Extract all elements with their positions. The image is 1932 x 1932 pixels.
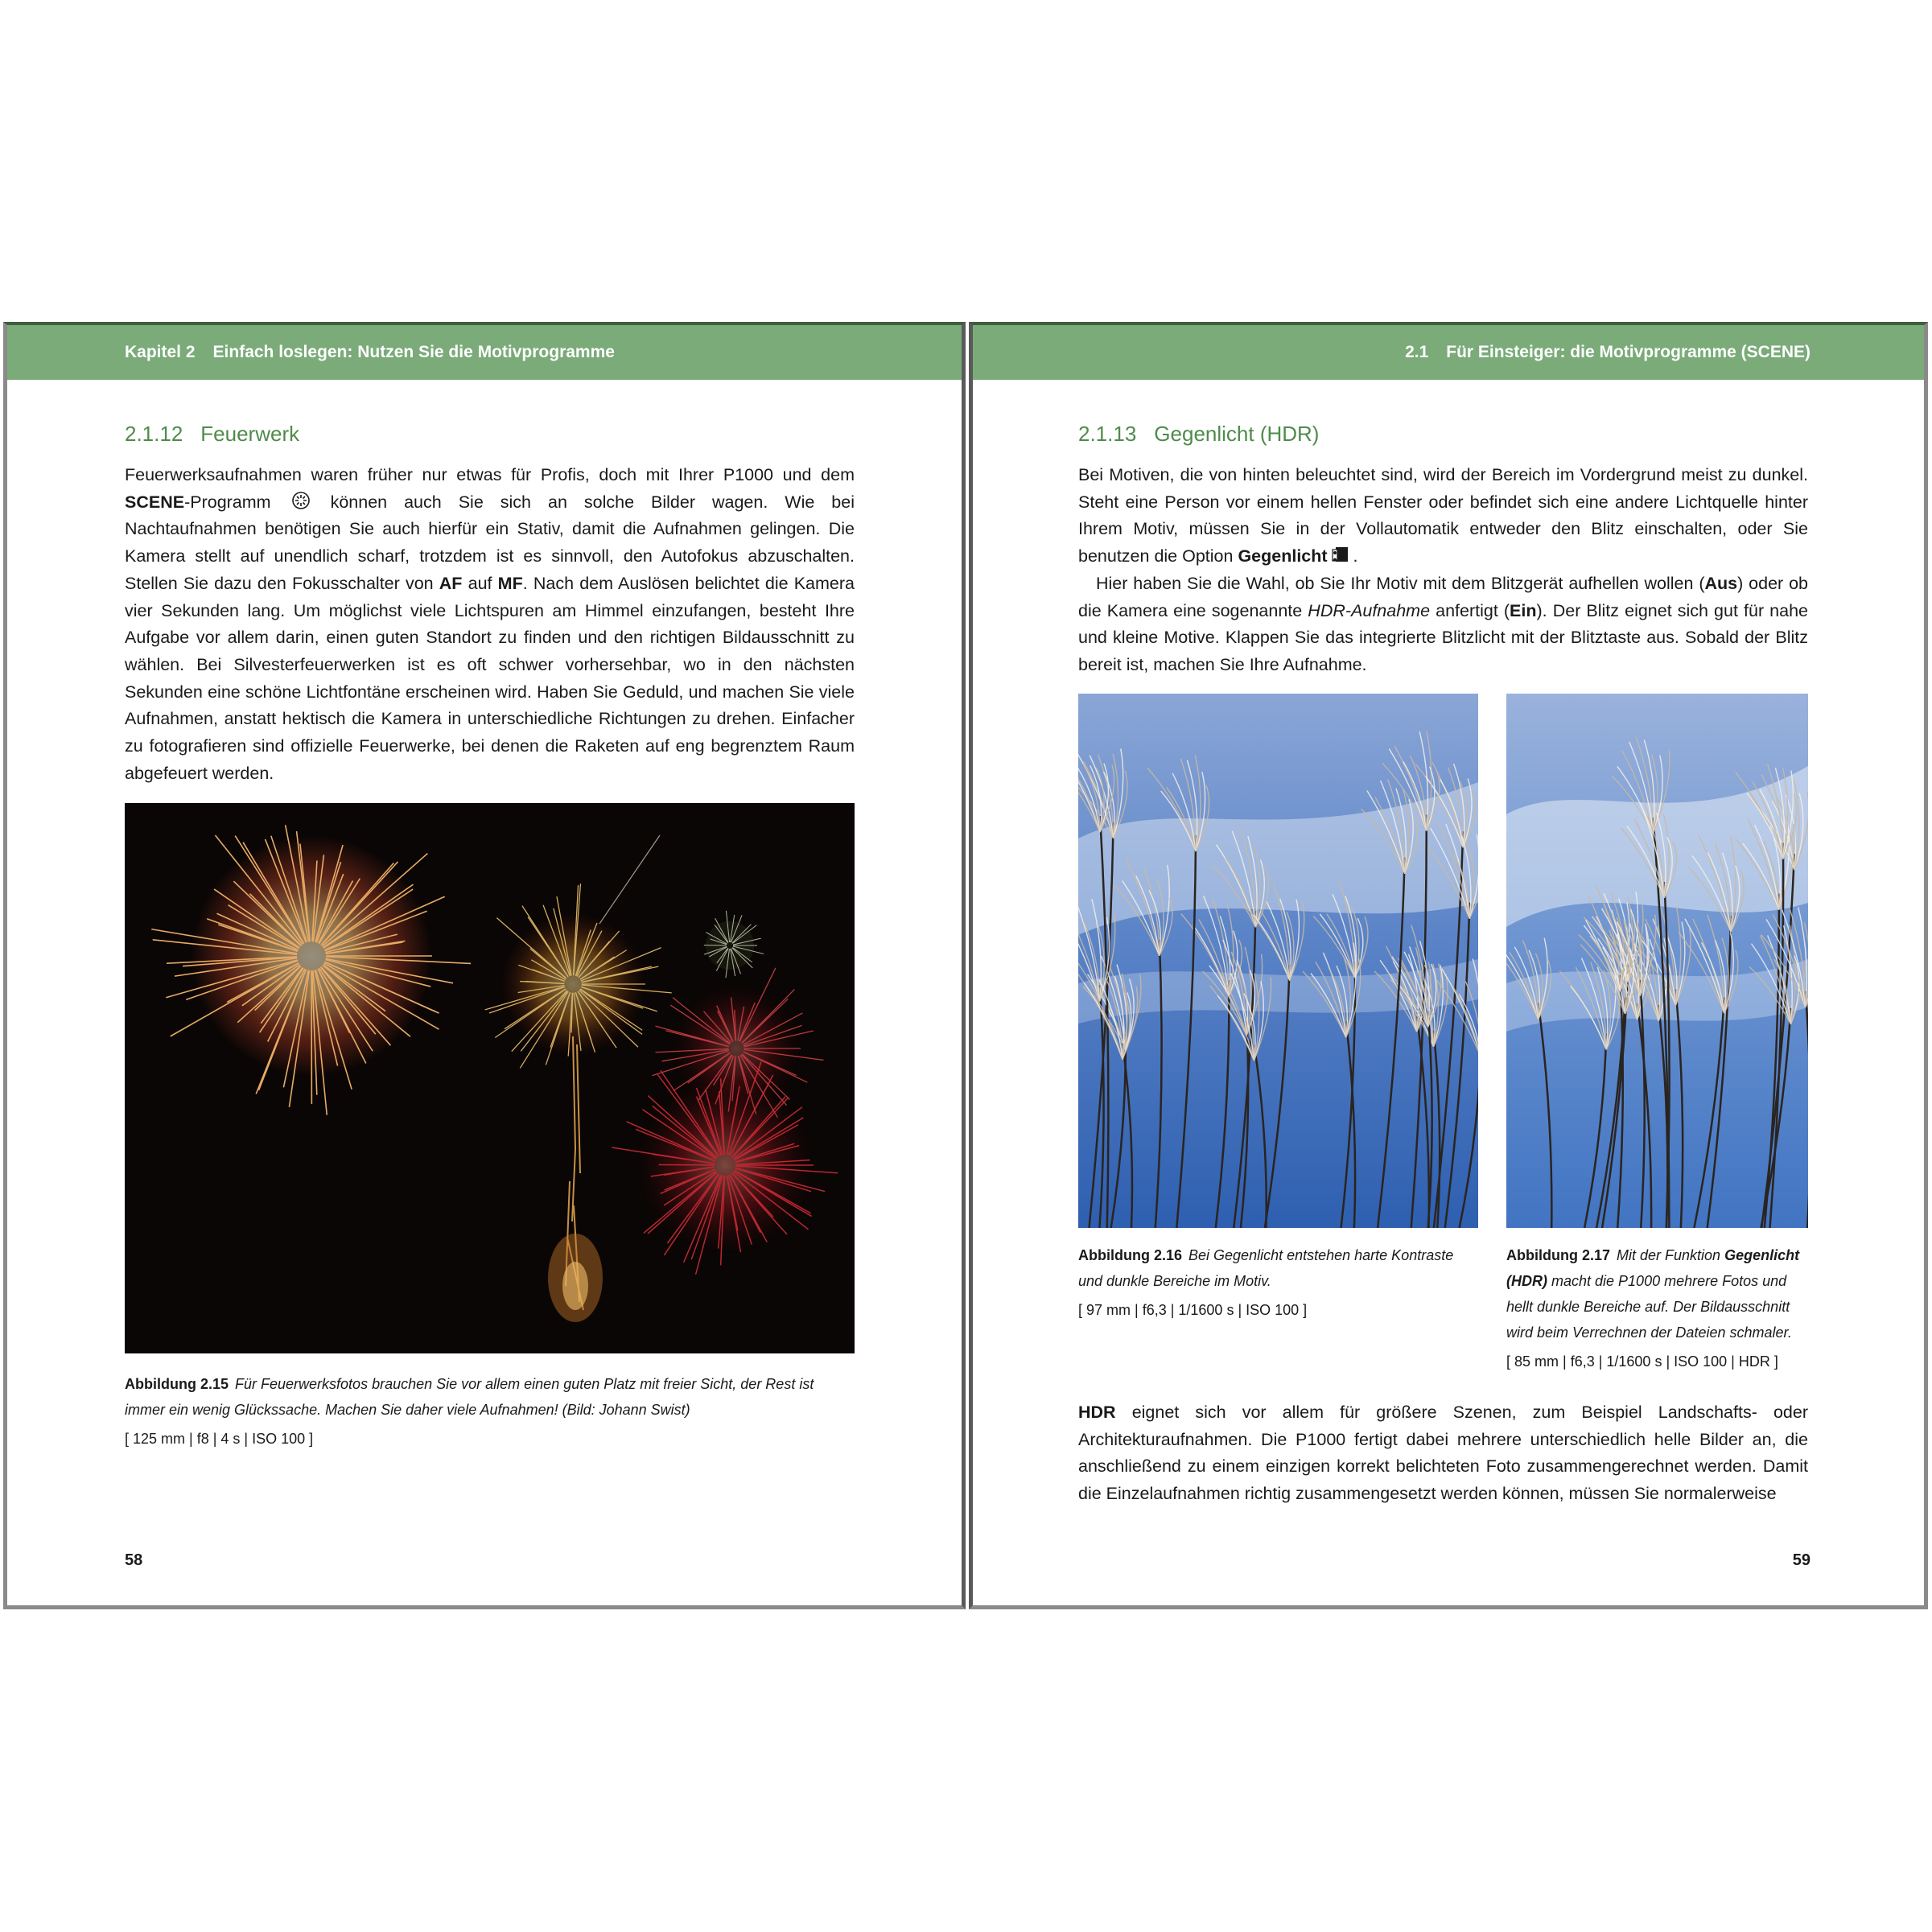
text-run-bold: Ein xyxy=(1510,600,1537,620)
backlight-icon xyxy=(1331,545,1350,564)
caption-figure-2-17 xyxy=(1506,1242,1808,1374)
text-run: Mit der Funktion xyxy=(1617,1247,1725,1263)
text-run: anfertigt ( xyxy=(1430,600,1510,620)
section-ref-title: Für Einsteiger: die Motivprogramme (SCENE) xyxy=(1446,343,1810,361)
figure-label: Abbildung 2.16 xyxy=(1078,1247,1183,1263)
text-run-bold: Aus xyxy=(1704,573,1738,593)
body-paragraph-feuerwerk xyxy=(125,462,855,787)
text-run: können auch Sie sich an solche Bilder wagen. Wie bei Nachtaufnahmen benötigen Sie auch hierfür ein Stativ, damit die Aufnahmen gelingen. Die Kamera stellt auf unendlich scharf, trotzdem ist es sinnvoll, den Autofokus abzuschalten. Stellen Sie dazu den Fokusschalter von xyxy=(125,492,855,593)
text-run: Bei Motiven, die von hinten beleuchtet sind, wird der Bereich im Vordergrund meist zu dunkel. Steht eine Person vor einem hellen Fenster oder befindet sich eine andere Lichtquelle hinter Ihrem Motiv, müssen Sie in der Vollautomatik entweder den Blitz einschalten, oder Sie benutzen die Option xyxy=(1078,465,1808,566)
text-run-italic: HDR-Aufnahme xyxy=(1308,600,1431,620)
figure-label: Abbildung 2.15 xyxy=(125,1376,229,1392)
caption-figure-2-16 xyxy=(1078,1242,1478,1323)
text-run-bold: SCENE xyxy=(125,492,185,512)
text-run: macht die P1000 mehrere Fotos und hellt dunkle Bereiche auf. Der Bildausschnitt wird beim Verrechnen der Dateien schmaler. xyxy=(1506,1273,1792,1341)
firework-burst-large xyxy=(151,825,471,1114)
body-paragraph-hdr xyxy=(1078,1399,1808,1508)
section-number: 2.1.12 xyxy=(125,422,183,446)
figure-caption-text: Bei Gegenlicht entstehen harte Kontraste und dunkle Bereiche im Motiv. xyxy=(1078,1247,1454,1289)
text-run: -Programm xyxy=(184,492,288,512)
text-run: Hier haben Sie die Wahl, ob Sie Ihr Motiv mit dem Blitzgerät aufhellen wollen ( xyxy=(1096,573,1705,593)
chapter-title: Einfach loslegen: Nutzen Sie die Motivprogramme xyxy=(212,343,615,361)
running-head-right xyxy=(973,325,1924,380)
text-run-bold: Gegenlicht xyxy=(1238,546,1328,566)
section-ref-number: 2.1 xyxy=(1405,343,1429,361)
figure-label: Abbildung 2.17 xyxy=(1506,1247,1611,1263)
fireworks-illustration xyxy=(125,803,855,1353)
section-heading-gegenlicht xyxy=(1078,422,1319,447)
right-page xyxy=(969,322,1928,1609)
firework-burst-red-lower xyxy=(612,1061,838,1274)
text-run: Feuerwerksaufnahmen waren früher nur etwas für Profis, doch mit Ihrer P1000 und dem xyxy=(125,465,855,484)
firework-ground-glow xyxy=(548,1234,603,1322)
running-head-left xyxy=(7,325,962,380)
text-run-bold: Gegenlicht (HDR) xyxy=(1506,1247,1800,1289)
left-page xyxy=(3,322,966,1609)
figure-fireworks-photo xyxy=(125,803,855,1353)
text-run: . xyxy=(1353,546,1358,566)
figure-grass-backlit-photo xyxy=(1078,694,1478,1228)
exif-data: [ 97 mm | f6,3 | 1/1600 s | ISO 100 ] xyxy=(1078,1302,1308,1318)
chapter-label: Kapitel 2 xyxy=(125,343,196,361)
figure-grass-hdr-photo xyxy=(1506,694,1808,1228)
grass-backlit-illustration xyxy=(1078,694,1478,1228)
text-run: ) oder ob die Kamera eine sogenannte xyxy=(1078,573,1808,620)
section-title: Gegenlicht (HDR) xyxy=(1154,422,1320,446)
exif-data: [ 125 mm | f8 | 4 s | ISO 100 ] xyxy=(125,1431,314,1447)
exif-data: [ 85 mm | f6,3 | 1/1600 s | ISO 100 | HDR ] xyxy=(1506,1353,1778,1370)
text-run: eignet sich vor allem für größere Szenen, zum Beispiel Landschafts- oder Architekturaufnahmen. Die P1000 fertigt dabei mehrere unterschiedlich helle Bilder an, die anschließend zu einem einzigen korrekt belichteten Foto zusammengerechnet werden. Damit die Einzelaufnahmen richtig zusammengesetzt werden können, müssen Sie normalerweise xyxy=(1078,1403,1808,1504)
text-run: ). Der Blitz eignet sich gut für nahe und kleine Motive. Klappen Sie das integrierte Blitzlicht mit der Blitztaste aus. Sobald der Blitz bereit ist, machen Sie Ihre Aufnahme. xyxy=(1078,600,1809,674)
section-title: Feuerwerk xyxy=(200,422,300,446)
firework-burst-medium xyxy=(485,884,672,1068)
text-run-bold: MF xyxy=(497,573,523,593)
grass-hdr-illustration xyxy=(1506,694,1808,1228)
fireworks-icon xyxy=(291,491,311,510)
caption-figure-2-15 xyxy=(125,1371,855,1452)
text-run: auf xyxy=(462,573,498,593)
page-number-left: 58 xyxy=(125,1551,143,1569)
paragraph-1 xyxy=(1078,462,1808,571)
firework-burst-small xyxy=(704,911,764,978)
text-run-bold: AF xyxy=(439,573,463,593)
body-paragraphs-gegenlicht xyxy=(1078,462,1808,679)
text-run: . Nach dem Auslösen belichtet die Kamera vier Sekunden lang. Um möglichst viele Lichtspuren am Himmel einzufangen, besteht Ihre Aufgabe vor allem darin, einen guten Standort zu finden und den richtigen Bildausschnitt zu wählen. Bei Silvesterfeuerwerken ist es oft schwer vorhersehbar, wo in den nächsten Sekunden eine schöne Lichtfontäne erscheinen wird. Haben Sie Geduld, und machen Sie viele Aufnahmen, anstatt hektisch die Kamera in unterschiedliche Richtungen zu drehen. Einfacher zu fotografieren sind offizielle Feuerwerke, bei denen die Raketen auf eng begrenztem Raum abgefeuert werden. xyxy=(125,573,855,783)
paragraph-2 xyxy=(1078,571,1808,679)
figure-caption-text: Für Feuerwerksfotos brauchen Sie vor allem einen guten Platz mit freier Sicht, der Rest ist immer ein wenig Glückssache. Machen Sie daher viele Aufnahmen! (Bild: Johann Swist) xyxy=(125,1376,814,1418)
text-run-bold: HDR xyxy=(1078,1403,1116,1422)
book-spread xyxy=(3,322,1928,1609)
section-number: 2.1.13 xyxy=(1078,422,1137,446)
section-heading-feuerwerk xyxy=(125,422,299,447)
page-number-right: 59 xyxy=(1792,1551,1810,1569)
